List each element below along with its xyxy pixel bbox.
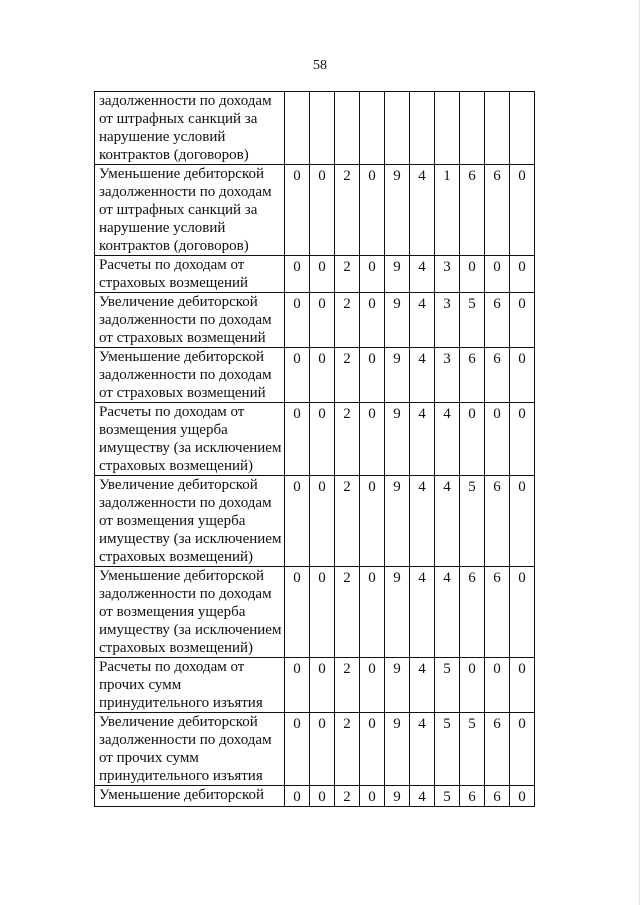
code-digit: 9	[385, 165, 410, 256]
code-digit: 6	[485, 348, 510, 403]
code-digit: 2	[335, 293, 360, 348]
code-digit: 0	[285, 293, 310, 348]
code-digit: 5	[435, 786, 460, 807]
code-digit: 9	[385, 256, 410, 293]
code-digit: 0	[285, 348, 310, 403]
code-digit: 6	[485, 165, 510, 256]
code-digit: 0	[310, 165, 335, 256]
code-digit: 2	[335, 348, 360, 403]
code-digit: 4	[410, 256, 435, 293]
code-digit: 0	[510, 403, 535, 476]
code-digit: 0	[460, 658, 485, 713]
row-label: Расчеты по доходам от страховых возмещений	[95, 256, 285, 293]
code-digit	[385, 92, 410, 165]
code-digit: 0	[360, 658, 385, 713]
table-row	[95, 293, 535, 348]
code-digit: 2	[335, 256, 360, 293]
code-digit: 9	[385, 786, 410, 807]
code-digit: 6	[485, 476, 510, 567]
code-digit: 3	[435, 293, 460, 348]
code-digit: 0	[285, 256, 310, 293]
code-digit: 6	[460, 567, 485, 658]
row-label: Уменьшение дебиторской задолженности по доходам от возмещения ущерба имуществу (за исключением страховых возмещений)	[95, 567, 285, 658]
code-digit: 0	[360, 256, 385, 293]
row-label: Расчеты по доходам от возмещения ущерба имуществу (за исключением страховых возмещений)	[95, 403, 285, 476]
code-digit: 3	[435, 348, 460, 403]
code-digit: 4	[410, 786, 435, 807]
code-digit: 2	[335, 786, 360, 807]
code-digit: 6	[485, 293, 510, 348]
table-row	[95, 658, 535, 713]
code-digit: 2	[335, 658, 360, 713]
table-row	[95, 165, 535, 256]
code-digit	[410, 92, 435, 165]
code-digit: 5	[460, 713, 485, 786]
code-digit: 0	[485, 658, 510, 713]
code-digit: 0	[285, 403, 310, 476]
code-digit: 0	[310, 476, 335, 567]
code-digit: 0	[285, 658, 310, 713]
table-row	[95, 713, 535, 786]
code-digit: 0	[360, 713, 385, 786]
page-number: 58	[313, 58, 327, 73]
code-digit: 0	[310, 786, 335, 807]
code-digit: 0	[310, 293, 335, 348]
code-digit: 0	[510, 658, 535, 713]
code-digit: 0	[360, 293, 385, 348]
code-digit: 4	[410, 567, 435, 658]
code-digit: 0	[310, 348, 335, 403]
code-digit: 0	[285, 567, 310, 658]
code-digit: 3	[435, 256, 460, 293]
table-row	[95, 476, 535, 567]
code-digit: 0	[285, 786, 310, 807]
code-digit: 0	[360, 403, 385, 476]
code-digit	[485, 92, 510, 165]
code-digit: 0	[460, 256, 485, 293]
code-digit: 9	[385, 713, 410, 786]
table-row	[95, 348, 535, 403]
code-digit: 4	[435, 476, 460, 567]
code-digit: 2	[335, 713, 360, 786]
table-row	[95, 92, 535, 165]
code-digit: 6	[460, 786, 485, 807]
code-digit: 0	[510, 476, 535, 567]
code-digit: 0	[510, 165, 535, 256]
code-digit: 6	[460, 348, 485, 403]
table-row	[95, 567, 535, 658]
code-digit: 6	[485, 713, 510, 786]
table-row	[95, 256, 535, 293]
code-digit: 5	[435, 713, 460, 786]
code-digit: 2	[335, 476, 360, 567]
code-digit: 0	[310, 403, 335, 476]
code-digit: 4	[410, 403, 435, 476]
code-digit: 0	[360, 348, 385, 403]
row-label: задолженности по доходам от штрафных санкций за нарушение условий контрактов (договоров)	[95, 92, 285, 165]
code-digit: 9	[385, 348, 410, 403]
code-digit	[460, 92, 485, 165]
code-digit: 0	[485, 256, 510, 293]
code-digit: 0	[310, 658, 335, 713]
code-digit: 4	[410, 165, 435, 256]
code-digit: 5	[460, 293, 485, 348]
code-digit: 5	[460, 476, 485, 567]
code-digit: 4	[410, 713, 435, 786]
code-digit: 0	[285, 476, 310, 567]
row-label: Уменьшение дебиторской задолженности по доходам от страховых возмещений	[95, 348, 285, 403]
code-digit: 0	[510, 348, 535, 403]
code-digit	[510, 92, 535, 165]
code-digit: 0	[310, 567, 335, 658]
code-digit: 0	[460, 403, 485, 476]
code-digit: 0	[310, 256, 335, 293]
code-digit: 0	[285, 165, 310, 256]
code-digit	[335, 92, 360, 165]
code-digit: 9	[385, 293, 410, 348]
code-digit: 0	[360, 786, 385, 807]
table-body	[95, 92, 535, 807]
code-digit: 6	[460, 165, 485, 256]
code-digit: 1	[435, 165, 460, 256]
code-digit: 4	[410, 293, 435, 348]
code-digit: 9	[385, 658, 410, 713]
code-digit: 9	[385, 403, 410, 476]
code-digit: 2	[335, 403, 360, 476]
table-row	[95, 403, 535, 476]
code-digit: 0	[510, 256, 535, 293]
code-digit: 9	[385, 476, 410, 567]
code-digit: 0	[510, 713, 535, 786]
code-digit: 0	[310, 713, 335, 786]
code-digit: 0	[360, 165, 385, 256]
row-label: Увеличение дебиторской задолженности по доходам от прочих сумм принудительного изъятия	[95, 713, 285, 786]
code-digit: 0	[510, 786, 535, 807]
code-digit: 0	[485, 403, 510, 476]
row-label: Увеличение дебиторской задолженности по доходам от страховых возмещений	[95, 293, 285, 348]
account-codes-table	[94, 91, 535, 807]
code-digit: 9	[385, 567, 410, 658]
code-digit: 4	[435, 567, 460, 658]
code-digit: 2	[335, 567, 360, 658]
code-digit	[360, 92, 385, 165]
code-digit: 0	[510, 567, 535, 658]
code-digit: 6	[485, 786, 510, 807]
code-digit: 6	[485, 567, 510, 658]
code-digit: 0	[285, 713, 310, 786]
code-digit: 4	[410, 476, 435, 567]
code-digit: 4	[410, 658, 435, 713]
code-digit	[285, 92, 310, 165]
code-digit: 2	[335, 165, 360, 256]
code-digit: 0	[360, 476, 385, 567]
table-row	[95, 786, 535, 807]
code-digit	[310, 92, 335, 165]
code-digit: 0	[360, 567, 385, 658]
code-digit	[435, 92, 460, 165]
code-digit: 4	[435, 403, 460, 476]
code-digit: 5	[435, 658, 460, 713]
row-label: Расчеты по доходам от прочих сумм принудительного изъятия	[95, 658, 285, 713]
row-label: Увеличение дебиторской задолженности по доходам от возмещения ущерба имуществу (за исключением страховых возмещений)	[95, 476, 285, 567]
row-label: Уменьшение дебиторской задолженности по доходам от штрафных санкций за нарушение условий контрактов (договоров)	[95, 165, 285, 256]
row-label: Уменьшение дебиторской	[95, 786, 285, 807]
code-digit: 4	[410, 348, 435, 403]
code-digit: 0	[510, 293, 535, 348]
